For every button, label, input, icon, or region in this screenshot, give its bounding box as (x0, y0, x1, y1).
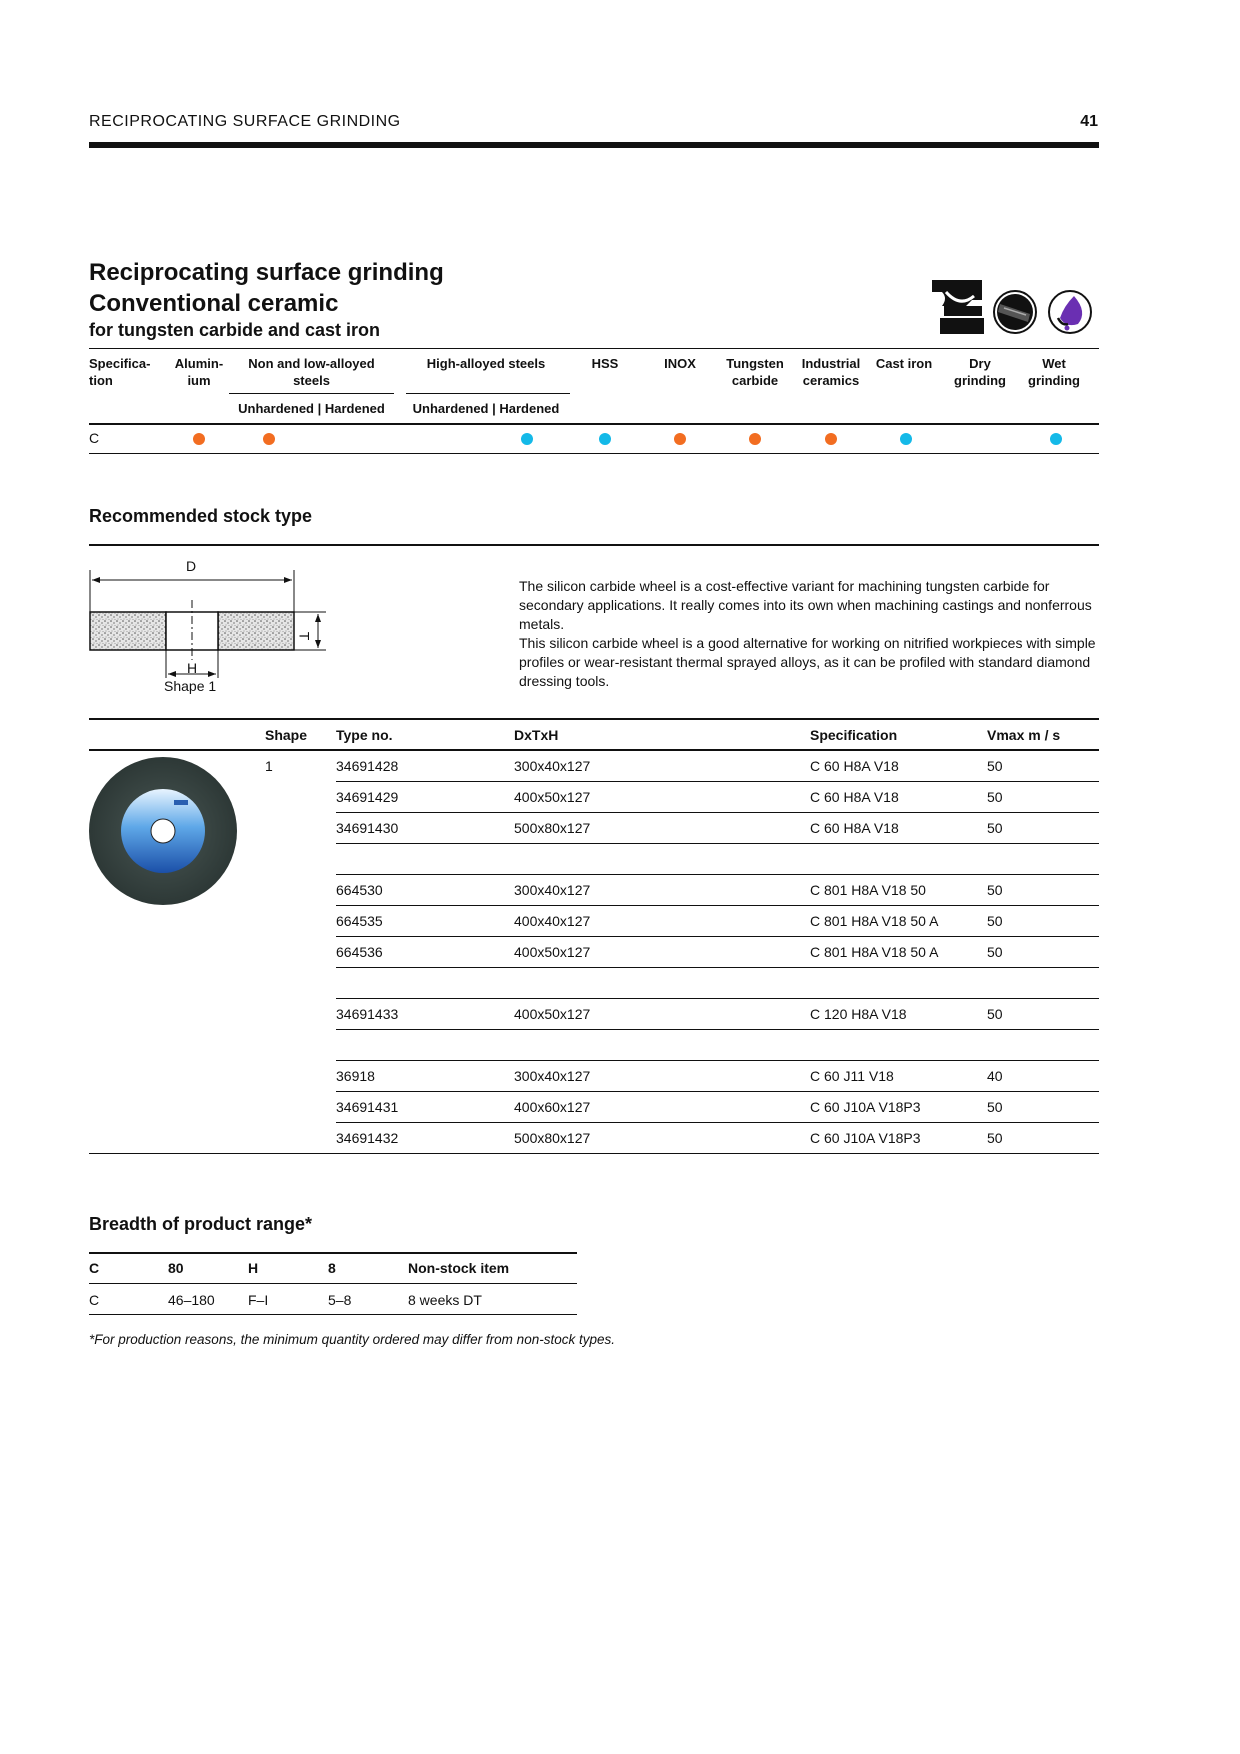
stock-description (519, 577, 1099, 691)
dim-label-h: H (187, 660, 198, 676)
cell-dimensions: 300x40x127 (514, 758, 591, 774)
table-row-rule (336, 812, 1099, 813)
cell-type-no: 34691429 (336, 789, 399, 805)
breadth-heading: Breadth of product range* (89, 1214, 313, 1234)
highalloy-subheader: Unhardened | Hardened (412, 401, 560, 416)
description-paragraph: The silicon carbide wheel is a cost-effective variant for machining tungsten carbide for secondary applications. It really comes into its own when machining castings and nonferrous metals. (519, 578, 1092, 632)
product-header-spec: Specification (810, 727, 898, 743)
dim-label-d: D (186, 558, 197, 574)
dot-castiron-cyan (900, 433, 912, 445)
cell-vmax: 50 (987, 820, 1003, 836)
stock-heading: Recommended stock type (89, 506, 313, 526)
breadth-mid-rule (89, 1283, 577, 1284)
nonalloy-subheader: Unhardened | Hardened (238, 401, 385, 416)
page-title (89, 257, 444, 319)
dot-tungsten-orange (749, 433, 761, 445)
stock-rule (89, 544, 1099, 546)
app-row-spec: C (89, 430, 100, 446)
cell-vmax: 40 (987, 1068, 1003, 1084)
cell-specification: C 120 H8A V18 (810, 1006, 907, 1022)
table-row-rule (336, 1029, 1099, 1030)
cell-type-no: 34691430 (336, 820, 399, 836)
breadth-header-nonstock: Non-stock item (408, 1260, 510, 1276)
breadth-header-grade: H (248, 1260, 259, 1276)
cell-specification: C 60 J10A V18P3 (810, 1099, 921, 1115)
page-subtitle: for tungsten carbide and cast iron (89, 320, 381, 340)
product-table-top-rule (89, 718, 1099, 720)
header-rule (89, 142, 1099, 148)
app-table-top-rule (89, 348, 1099, 349)
wet-grinding-drop-icon (1049, 291, 1091, 333)
title-line-1: Reciprocating surface grinding (89, 259, 444, 286)
app-header-highalloy: High-alloyed steels (426, 356, 546, 371)
app-header-hss: HSS (591, 356, 619, 371)
cell-dimensions: 400x40x127 (514, 913, 591, 929)
product-header-vmax: Vmax m / s (987, 727, 1061, 743)
app-header-dry: Dry grinding (954, 356, 1006, 388)
dot-wet-cyan (1050, 433, 1062, 445)
running-title: RECIPROCATING SURFACE GRINDING (89, 113, 401, 130)
app-header-wet: Wet grinding (1028, 356, 1080, 388)
breadth-cell-grain: 46–180 (168, 1292, 215, 1308)
application-icons (930, 278, 1100, 343)
surface-grinding-machine-icon (932, 280, 984, 334)
cell-specification: C 60 H8A V18 (810, 789, 899, 805)
product-header-dims: DxTxH (514, 727, 559, 743)
cell-type-no: 34691432 (336, 1130, 399, 1146)
cell-dimensions: 400x50x127 (514, 789, 591, 805)
title-line-2: Conventional ceramic (89, 290, 339, 317)
page-number: 41 (1080, 113, 1098, 130)
app-header-aluminium: Alumin- ium (174, 356, 224, 388)
breadth-cell-grade: F–I (248, 1292, 269, 1308)
cell-type-no: 34691433 (336, 1006, 399, 1022)
cell-vmax: 50 (987, 913, 1003, 929)
table-row-rule (336, 874, 1099, 875)
cell-vmax: 50 (987, 882, 1003, 898)
app-header-castiron: Cast iron (875, 356, 933, 371)
cell-dimensions: 400x50x127 (514, 1006, 591, 1022)
shape-diagram (86, 560, 336, 705)
grinding-wheel-image (88, 756, 238, 911)
table-row-rule (336, 967, 1099, 968)
dot-ceramics-orange (825, 433, 837, 445)
shape-caption: Shape 1 (164, 678, 217, 694)
table-row-rule (336, 998, 1099, 999)
cell-dimensions: 400x60x127 (514, 1099, 591, 1115)
breadth-cell-c: C (89, 1292, 100, 1308)
cell-specification: C 60 H8A V18 (810, 820, 899, 836)
cell-dimensions: 300x40x127 (514, 1068, 591, 1084)
nonalloy-subrule (229, 393, 394, 394)
table-row-rule (336, 936, 1099, 937)
cell-vmax: 50 (987, 1130, 1003, 1146)
app-header-inox: INOX (664, 356, 696, 371)
app-table-bottom-rule (89, 453, 1099, 454)
cell-dimensions: 500x80x127 (514, 820, 591, 836)
cell-vmax: 50 (987, 944, 1003, 960)
highalloy-subrule (406, 393, 570, 394)
cell-specification: C 801 H8A V18 50 (810, 882, 926, 898)
app-header-ceramics: Industrial ceramics (801, 356, 861, 388)
cell-vmax: 50 (987, 758, 1003, 774)
dot-aluminium-orange (193, 433, 205, 445)
table-row-rule (336, 1091, 1099, 1092)
dot-highalloy-hardened-cyan (521, 433, 533, 445)
description-paragraph: This silicon carbide wheel is a good alternative for working on nitrified workpieces with simple profiles or wear-resistant thermal sprayed alloys, as it can be profiled with standard diamond dressing tools. (519, 635, 1096, 689)
breadth-header-structure: 8 (328, 1260, 336, 1276)
cell-vmax: 50 (987, 1099, 1003, 1115)
breadth-cell-structure: 5–8 (328, 1292, 352, 1308)
breadth-bottom-rule (89, 1314, 577, 1315)
product-header-shape: Shape (265, 727, 308, 743)
cell-dimensions: 300x40x127 (514, 882, 591, 898)
cell-type-no: 34691428 (336, 758, 399, 774)
breadth-cell-nonstock: 8 weeks DT (408, 1292, 482, 1308)
breadth-header-grain: 80 (168, 1260, 184, 1276)
cell-specification: C 60 J10A V18P3 (810, 1130, 921, 1146)
cell-shape: 1 (265, 758, 273, 774)
cell-type-no: 664530 (336, 882, 383, 898)
table-row-rule (336, 843, 1099, 844)
app-header-nonalloy: Non and low-alloyed steels (248, 356, 375, 388)
cell-type-no: 664536 (336, 944, 383, 960)
table-row-rule (336, 1060, 1099, 1061)
product-header-rule (89, 749, 1099, 751)
footnote: *For production reasons, the minimum quantity ordered may differ from non-stock types. (89, 1332, 615, 1347)
dot-hss-cyan (599, 433, 611, 445)
cell-type-no: 36918 (336, 1068, 375, 1084)
app-table-mid-rule (89, 423, 1099, 425)
cell-vmax: 50 (987, 789, 1003, 805)
product-header-type: Type no. (336, 727, 393, 743)
dot-nonalloy-unhardened-orange (263, 433, 275, 445)
breadth-top-rule (89, 1252, 577, 1254)
breadth-header-c: C (89, 1260, 100, 1276)
dim-label-t: T (296, 631, 313, 641)
cell-specification: C 801 H8A V18 50 A (810, 944, 939, 960)
table-row-rule (336, 905, 1099, 906)
table-row-rule (336, 781, 1099, 782)
wheel-dry-icon (994, 291, 1036, 333)
cell-type-no: 664535 (336, 913, 383, 929)
cell-dimensions: 400x50x127 (514, 944, 591, 960)
cell-type-no: 34691431 (336, 1099, 399, 1115)
table-row-rule (336, 1122, 1099, 1123)
app-header-spec: Specifica- tion (89, 356, 151, 388)
cell-dimensions: 500x80x127 (514, 1130, 591, 1146)
dot-inox-orange (674, 433, 686, 445)
cell-specification: C 60 H8A V18 (810, 758, 899, 774)
cell-specification: C 801 H8A V18 50 A (810, 913, 939, 929)
cell-specification: C 60 J11 V18 (810, 1068, 894, 1084)
table-row-rule (89, 1153, 1099, 1154)
app-header-tungsten: Tungsten carbide (726, 356, 784, 388)
cell-vmax: 50 (987, 1006, 1003, 1022)
